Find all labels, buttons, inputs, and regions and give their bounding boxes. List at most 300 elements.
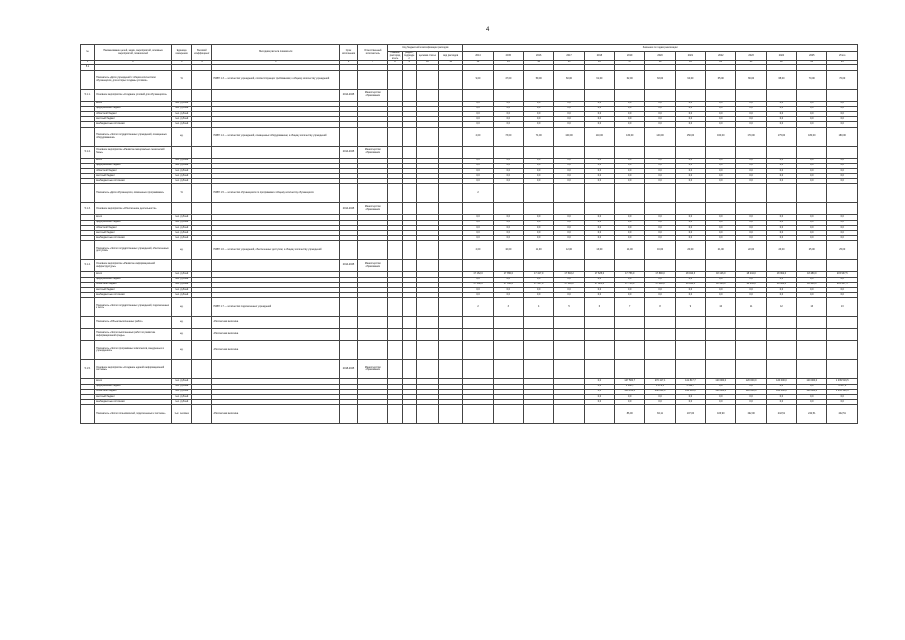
row-year-value: 21,00 (706, 241, 736, 260)
row-year-value: 0,0 (797, 236, 827, 241)
row-year-value: 0,0 (736, 122, 766, 127)
row-year-value: 0,0 (675, 287, 705, 292)
row-name: федеральный бюджет (95, 277, 172, 282)
row-method: Абсолютная величина (212, 341, 339, 360)
row-code-target (416, 405, 438, 424)
row-name: местный бюджет (95, 174, 172, 179)
row-year-value (645, 360, 675, 379)
row-year-value: 18 126,0 (706, 282, 736, 287)
header-no: № (81, 45, 95, 61)
header-col-number: 18 (645, 61, 675, 65)
row-year-value: 0,0 (584, 106, 614, 111)
header-method: Методика расчета показателя (212, 45, 339, 61)
row-total: 0,0 (827, 163, 858, 168)
row-weight (192, 203, 212, 215)
row-year-value (736, 317, 766, 329)
row-total: 0,0 (827, 225, 858, 230)
row-year-value (524, 360, 554, 379)
row-number (81, 70, 95, 89)
row-year-value: 0,0 (766, 101, 796, 106)
row-year-value: 65,00 (706, 70, 736, 89)
row-code-target (416, 241, 438, 260)
row-code-type (439, 184, 463, 203)
row-year-value: 1 132,7 (615, 384, 645, 389)
row-number (81, 341, 95, 360)
row-year-value: 64,00 (675, 70, 705, 89)
row-year-value: 13 (797, 298, 827, 317)
row-total: 0,0 (827, 174, 858, 179)
row-unit: тыс. рублей (172, 231, 192, 236)
row-year-value: 0,0 (584, 389, 614, 394)
row-total: 0,0 (827, 236, 858, 241)
row-executor (358, 70, 388, 89)
row-year-value (615, 341, 645, 360)
row-method: НКВП 1.7 — количество подключенных учреждений (212, 298, 339, 317)
row-year-value (645, 260, 675, 272)
row-name: Показатель «Число пользователей, подключенных к системе» (95, 405, 172, 424)
row-year-value: 0,0 (675, 236, 705, 241)
row-year-value: 0,0 (675, 163, 705, 168)
row-code-type (439, 298, 463, 317)
row-year-value: 0,0 (706, 220, 736, 225)
header-year: 2023 (736, 52, 766, 61)
row-year-value: 0,0 (736, 174, 766, 179)
row-year-value: 1 132,7 (675, 384, 705, 389)
row-year-value: 68,00 (766, 70, 796, 89)
row-year-value: 47,00 (493, 70, 523, 89)
row-number (81, 298, 95, 317)
table-row (81, 89, 858, 101)
row-code-section (402, 360, 416, 379)
row-year-value: 0,0 (524, 117, 554, 122)
row-year-value: 0,0 (554, 293, 584, 298)
row-term (339, 341, 357, 360)
row-year-value: 147 584,7 (615, 379, 645, 384)
row-year-value: 18 244,0 (736, 272, 766, 277)
row-year-value: 2,00 (463, 241, 493, 260)
row-weight (192, 341, 212, 360)
row-year-value: 0,0 (554, 215, 584, 220)
row-code-type (439, 203, 463, 215)
row-number: 5.1.4. (81, 260, 95, 272)
row-year-value (766, 329, 796, 341)
header-col-number: 15 (554, 61, 584, 65)
row-weight (192, 241, 212, 260)
row-year-value: 23,00 (766, 241, 796, 260)
row-year-value: 106,90 (706, 405, 736, 424)
row-year-value (554, 405, 584, 424)
row-year-value: 0,0 (584, 231, 614, 236)
row-name: внебюджетные источники (95, 122, 172, 127)
row-code-section (402, 184, 416, 203)
row-year-value (524, 341, 554, 360)
row-year-value: 17 625,0 (584, 272, 614, 277)
row-year-value: 0,0 (584, 394, 614, 399)
row-year-value: 0,0 (615, 215, 645, 220)
row-year-value: 0,0 (554, 220, 584, 225)
row-method: Абсолютная величина (212, 405, 339, 424)
row-year-value: 0,0 (706, 117, 736, 122)
row-year-value: 0,0 (463, 231, 493, 236)
row-year-value: 0,0 (766, 225, 796, 230)
row-unit: ед. (172, 317, 192, 329)
row-executor (358, 127, 388, 146)
row-year-value: 0,0 (524, 277, 554, 282)
row-year-value (766, 341, 796, 360)
row-year-value: 0,0 (554, 225, 584, 230)
row-total (827, 203, 858, 215)
row-total: 0,0 (827, 168, 858, 173)
row-code-grbs (388, 298, 402, 317)
row-year-value: 0,0 (524, 168, 554, 173)
row-year-value (615, 317, 645, 329)
row-year-value: 0,0 (645, 394, 675, 399)
row-unit: ед. (172, 329, 192, 341)
row-code-target (416, 70, 438, 89)
row-year-value: 0,0 (736, 168, 766, 173)
row-year-value: 0,0 (675, 231, 705, 236)
row-year-value: 0,0 (797, 287, 827, 292)
row-unit (172, 260, 192, 272)
row-year-value: 0,0 (645, 122, 675, 127)
row-year-value: 17 417,0 (524, 282, 554, 287)
row-total: 215 937,5 (827, 282, 858, 287)
row-year-value: 175,00 (766, 127, 796, 146)
row-year-value: 0,0 (493, 215, 523, 220)
row-year-value: 0,0 (736, 111, 766, 116)
row-year-value: 66,00 (736, 70, 766, 89)
row-year-value: 141 817,7 (675, 379, 705, 384)
row-year-value (463, 203, 493, 215)
row-year-value: 0,0 (736, 225, 766, 230)
row-name: внебюджетные источники (95, 293, 172, 298)
row-year-value: 0,0 (797, 225, 827, 230)
row-year-value: 0,0 (584, 293, 614, 298)
row-year-value: 0,0 (524, 236, 554, 241)
row-total: 0,0 (827, 231, 858, 236)
row-year-value: 5 (554, 298, 584, 317)
row-year-value: 0,0 (493, 179, 523, 184)
row-year-value: 0,0 (584, 168, 614, 173)
row-year-value: 17 350,0 (493, 282, 523, 287)
row-year-value: 0,0 (797, 111, 827, 116)
row-code-section (402, 317, 416, 329)
row-weight (192, 298, 212, 317)
row-year-value: 0,0 (797, 394, 827, 399)
row-year-value: 0,0 (615, 111, 645, 116)
row-year-value: 0,0 (615, 394, 645, 399)
row-year-value: 120 000,0 (736, 389, 766, 394)
row-year-value (463, 329, 493, 341)
row-year-value: 120 000,0 (736, 379, 766, 384)
row-year-value (493, 184, 523, 203)
row-year-value (736, 146, 766, 158)
row-year-value: 0,0 (645, 117, 675, 122)
row-year-value (766, 260, 796, 272)
row-year-value (524, 146, 554, 158)
row-year-value: 0,0 (524, 179, 554, 184)
row-year-value: 0,0 (493, 287, 523, 292)
row-year-value: 0,0 (675, 106, 705, 111)
row-year-value: 0,0 (706, 287, 736, 292)
row-executor: Министерство образования (358, 89, 388, 101)
row-year-value: 0,0 (736, 231, 766, 236)
row-year-value: 59,00 (524, 70, 554, 89)
row-year-value: 0,0 (524, 163, 554, 168)
row-year-value: 0,0 (766, 163, 796, 168)
row-year-value (554, 146, 584, 158)
row-code-type (439, 405, 463, 424)
row-code-section (402, 89, 416, 101)
row-unit: % (172, 184, 192, 203)
row-year-value: 0,0 (736, 293, 766, 298)
row-code-type (439, 317, 463, 329)
row-year-value: 0,0 (706, 384, 736, 389)
row-year-value (615, 184, 645, 203)
row-year-value: 0,0 (766, 293, 796, 298)
row-year-value: 0,0 (615, 225, 645, 230)
row-year-value: 0,0 (645, 174, 675, 179)
row-year-value (797, 146, 827, 158)
row-year-value: 0,0 (797, 293, 827, 298)
row-year-value: 0,0 (675, 111, 705, 116)
row-total (827, 89, 858, 101)
row-year-value: 0,0 (736, 101, 766, 106)
row-unit: тыс. рублей (172, 101, 192, 106)
header-code-sub: главный распорядитель (389, 51, 401, 60)
row-year-value (584, 317, 614, 329)
row-name: областной бюджет (95, 111, 172, 116)
row-year-value: 12,00 (554, 241, 584, 260)
row-year-value: 0,0 (524, 122, 554, 127)
row-year-value (766, 146, 796, 158)
row-year-value: 6 (584, 298, 614, 317)
row-unit: тыс. рублей (172, 179, 192, 184)
row-year-value (675, 184, 705, 203)
row-year-value: 17 753,0 (615, 272, 645, 277)
row-year-value: 120 000,0 (706, 389, 736, 394)
row-year-value: 60,00 (554, 70, 584, 89)
row-year-value (493, 329, 523, 341)
row-year-value: 0,0 (797, 117, 827, 122)
row-total: 242,51 (827, 405, 858, 424)
row-year-value: 18 362,0 (766, 272, 796, 277)
row-number (81, 241, 95, 260)
header-weight: Весовой коэффициент (192, 45, 212, 61)
row-name: всего (95, 379, 172, 384)
row-year-value: 2,00 (463, 127, 493, 146)
row-total (827, 146, 858, 158)
row-executor (358, 341, 388, 360)
header-col-number: 5 (212, 61, 339, 65)
row-year-value (706, 260, 736, 272)
table-row (81, 260, 858, 272)
row-total: 0,0 (827, 117, 858, 122)
header-col-number: 14 (524, 61, 554, 65)
row-total: 180,00 (827, 127, 858, 146)
row-year-value: 0,0 (736, 394, 766, 399)
row-year-value: 18 010,3 (675, 272, 705, 277)
row-year-value: 0,0 (736, 106, 766, 111)
row-year-value: 0,0 (524, 158, 554, 163)
row-year-value (493, 360, 523, 379)
row-executor (358, 241, 388, 260)
row-year-value: 0,0 (675, 400, 705, 405)
row-name: Основное мероприятие «Развитие материально-технической базы» (95, 146, 172, 158)
row-year-value: 0,0 (524, 106, 554, 111)
row-year-value (493, 317, 523, 329)
row-year-value: 2 072,5 (645, 384, 675, 389)
row-unit (172, 146, 192, 158)
row-year-value: 0,0 (675, 220, 705, 225)
row-name: федеральный бюджет (95, 106, 172, 111)
row-year-value: 146 452,0 (615, 389, 645, 394)
row-code-grbs (388, 329, 402, 341)
table-row (81, 298, 858, 317)
row-unit (172, 360, 192, 379)
header-col-number: 2 (95, 61, 172, 65)
report-table-sheet (80, 44, 858, 604)
row-year-value: 0,0 (736, 215, 766, 220)
row-year-value: 0,0 (766, 117, 796, 122)
row-year-value (797, 260, 827, 272)
row-year-value: 120 000,0 (766, 389, 796, 394)
row-year-value: 0,0 (645, 106, 675, 111)
row-name: местный бюджет (95, 117, 172, 122)
row-executor: Министерство образования (358, 146, 388, 158)
program-indicators-table (80, 44, 858, 424)
row-year-value: 16,00 (645, 241, 675, 260)
row-unit: тыс. рублей (172, 174, 192, 179)
row-year-value: 0,0 (675, 158, 705, 163)
row-year-value: 17 890,0 (645, 272, 675, 277)
row-year-value: 0,0 (463, 158, 493, 163)
row-year-value (493, 146, 523, 158)
row-year-value: 0,0 (584, 179, 614, 184)
row-year-value: 0,0 (797, 400, 827, 405)
row-year-value: 0,0 (797, 231, 827, 236)
row-name: всего (95, 101, 172, 106)
row-year-value: 0,0 (736, 384, 766, 389)
row-year-value: 0,0 (766, 158, 796, 163)
row-year-value (675, 329, 705, 341)
header-col-number: 16 (584, 61, 614, 65)
table-row (81, 70, 858, 89)
row-term (339, 317, 357, 329)
row-year-value: 0,0 (463, 117, 493, 122)
row-code-target (416, 341, 438, 360)
row-year-value: 17 625,0 (584, 282, 614, 287)
row-year-value: 62,00 (615, 70, 645, 89)
row-total: 0,0 (827, 106, 858, 111)
row-year-value: 0,0 (736, 220, 766, 225)
row-term (339, 405, 357, 424)
row-year-value (797, 203, 827, 215)
row-unit: тыс. рублей (172, 379, 192, 384)
row-total: 1 035 181,6 (827, 389, 858, 394)
row-code-target (416, 127, 438, 146)
row-name: федеральный бюджет (95, 384, 172, 389)
row-year-value: 0,0 (645, 287, 675, 292)
row-year-value: 2 (463, 298, 493, 317)
row-year-value (797, 317, 827, 329)
row-year-value: 0,0 (615, 287, 645, 292)
row-year-value (645, 341, 675, 360)
row-year-value (766, 360, 796, 379)
row-year-value: 0,0 (675, 215, 705, 220)
row-year-value: 0,0 (675, 394, 705, 399)
row-method (212, 203, 339, 215)
row-year-value (524, 317, 554, 329)
page-marker: 4 (486, 27, 490, 33)
row-year-value: 0,0 (797, 122, 827, 127)
row-year-value: 0,0 (554, 277, 584, 282)
header-year: 2025 (797, 52, 827, 61)
row-year-value: 0,0 (493, 158, 523, 163)
row-year-value: 17 518,2 (554, 272, 584, 277)
row-year-value: 0,0 (554, 101, 584, 106)
row-year-value: 0,0 (706, 231, 736, 236)
row-executor: Министерство образования (358, 360, 388, 379)
row-year-value (736, 329, 766, 341)
row-year-value: 0,0 (766, 384, 796, 389)
row-year-value: 0,0 (675, 225, 705, 230)
row-year-value (797, 184, 827, 203)
row-year-value: 0,0 (797, 174, 827, 179)
header-col-number: 10 (416, 61, 438, 65)
row-unit: тыс. рублей (172, 282, 192, 287)
row-unit: % (172, 70, 192, 89)
row-code-section (402, 405, 416, 424)
row-year-value: 0,0 (615, 163, 645, 168)
row-year-value: 0,0 (706, 122, 736, 127)
row-year-value: 7 (615, 298, 645, 317)
row-year-value: 0,0 (584, 225, 614, 230)
row-year-value: 25,00 (797, 241, 827, 260)
row-year-value (584, 184, 614, 203)
row-year-value: 0,0 (706, 400, 736, 405)
row-year-value: 0,0 (706, 225, 736, 230)
row-total: 0,0 (827, 158, 858, 163)
row-year-value: 160,00 (706, 127, 736, 146)
row-year-value: 11 (736, 298, 766, 317)
row-code-type (439, 329, 463, 341)
row-year-value: 0,0 (645, 163, 675, 168)
header-year: 2022 (706, 52, 736, 61)
row-name: всего (95, 158, 172, 163)
table-row (81, 405, 858, 424)
row-code-section (402, 203, 416, 215)
row-year-value (797, 89, 827, 101)
row-year-value: 0,0 (554, 231, 584, 236)
row-method (212, 360, 339, 379)
row-year-value: 0,0 (675, 293, 705, 298)
row-code-target (416, 317, 438, 329)
row-year-value: 0,0 (736, 277, 766, 282)
row-year-value (706, 89, 736, 101)
row-year-value: 0,0 (554, 106, 584, 111)
header-col-number: 9 (402, 61, 416, 65)
row-year-value: 0,0 (706, 111, 736, 116)
row-year-value (554, 89, 584, 101)
header-values-by-year: Значения по годам реализации (463, 45, 858, 52)
row-year-value: 0,0 (463, 277, 493, 282)
row-total: 0,0 (827, 394, 858, 399)
row-year-value: 0,0 (463, 179, 493, 184)
header-year: 2014 (463, 52, 493, 61)
row-year-value: 0,0 (615, 158, 645, 163)
row-total: 0,0 (827, 287, 858, 292)
